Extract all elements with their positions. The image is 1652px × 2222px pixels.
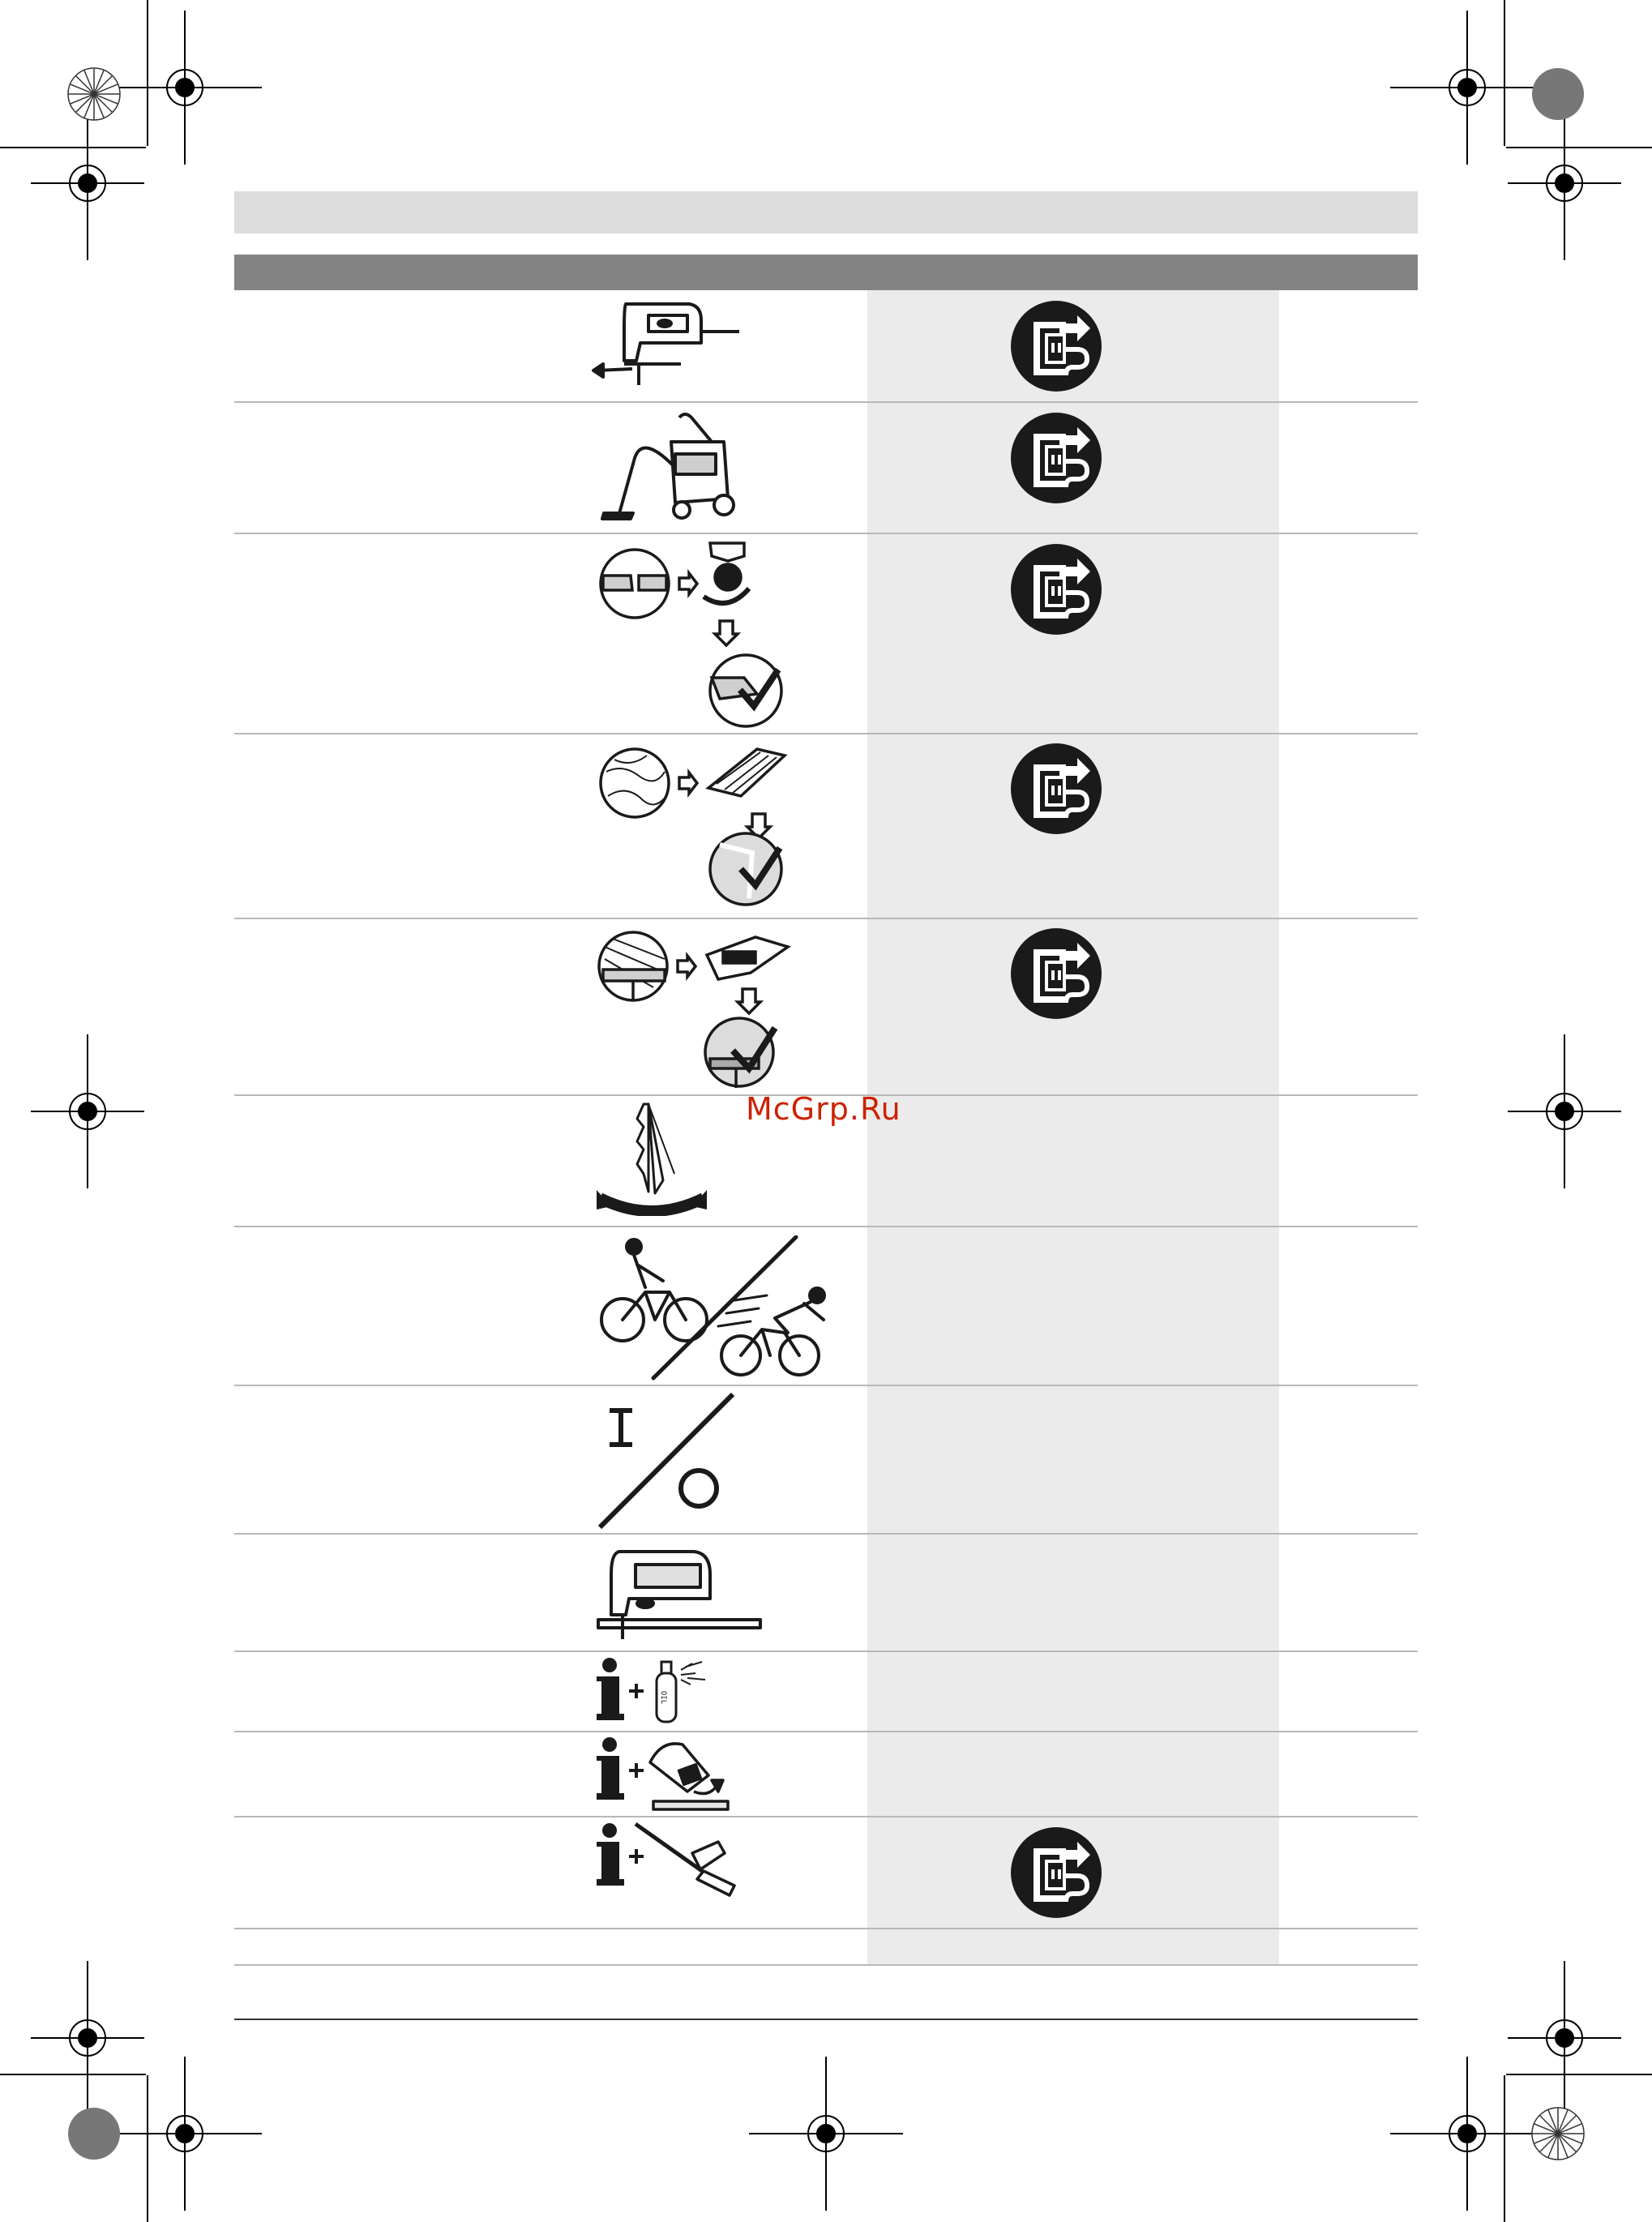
row-divider [234, 918, 1418, 919]
watermark: McGrp.Ru [746, 1091, 901, 1127]
row-divider [234, 1964, 1418, 1966]
row-divider [234, 1385, 1418, 1386]
svg-text:OIL: OIL [659, 1690, 667, 1705]
vacuum-cleaner-icon [594, 409, 738, 527]
pendulum-action-icon [597, 1102, 707, 1216]
row-divider [234, 401, 1418, 403]
header-band [234, 191, 1418, 233]
jigsaw-with-dust-nozzle-icon [592, 296, 743, 393]
anti-splinter-insert-icon [598, 540, 793, 728]
row-divider [234, 733, 1418, 734]
row-divider [234, 533, 1418, 534]
jigsaw-on-workpiece-icon [597, 1542, 764, 1642]
info-oil-icon [597, 1657, 718, 1725]
speed-setting-icon [597, 1235, 833, 1383]
row-divider [234, 1650, 1418, 1652]
row-divider [234, 1816, 1418, 1817]
unplug-icon [1009, 927, 1103, 1021]
row-divider [234, 1226, 1418, 1227]
sliding-shoe-icon [598, 739, 794, 908]
chip-guard-shoe-icon [597, 923, 798, 1091]
unplug-icon [1009, 742, 1103, 836]
unplug-icon [1009, 1826, 1103, 1920]
row-divider [234, 1928, 1418, 1929]
header-bar [234, 255, 1418, 290]
row-divider [234, 1533, 1418, 1535]
unplug-icon [1009, 542, 1103, 636]
row-divider [234, 1731, 1418, 1732]
on-off-icon [597, 1393, 738, 1531]
bottom-rule [234, 2019, 1418, 2020]
unplug-icon [1009, 411, 1103, 505]
info-bevel-angle-icon [597, 1735, 730, 1813]
unplug-icon [1009, 299, 1103, 393]
info-parallel-guide-icon [597, 1821, 736, 1903]
gray-column [867, 290, 1279, 1965]
